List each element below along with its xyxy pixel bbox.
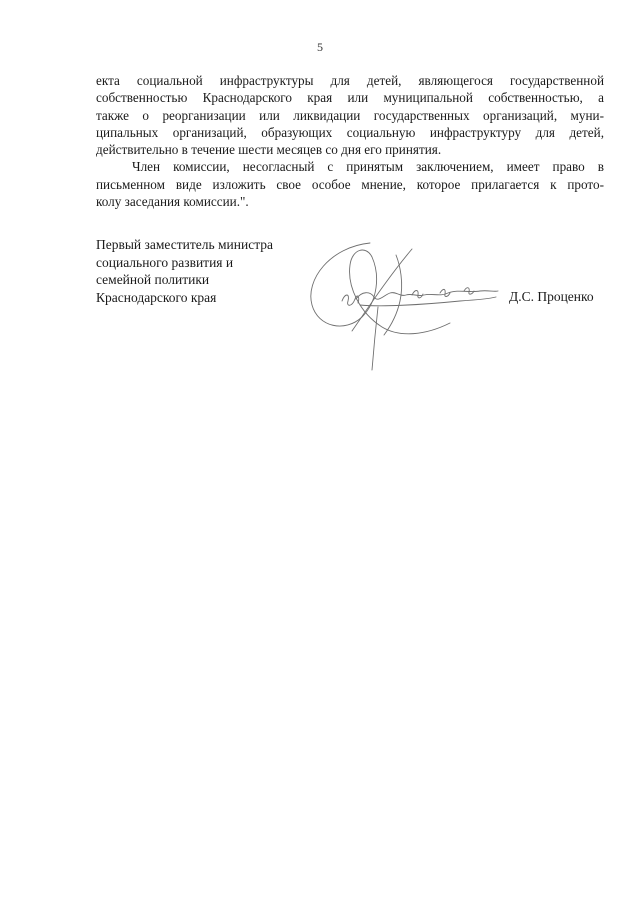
handwritten-signature-icon: [300, 235, 510, 380]
page-number: 5: [317, 40, 323, 54]
signatory-title-line: семейной политики: [96, 272, 210, 287]
paragraph-continuation: [96, 72, 604, 158]
text-line: также о реорганизации или ликвидации государственных организаций, муни-: [96, 107, 604, 123]
text-line: екта социальной инфраструктуры для детей, являющегося государственной: [96, 73, 604, 88]
signatory-title-line: социального развития и: [96, 254, 234, 270]
paragraph-dissent: [96, 158, 604, 210]
signatory-title: [96, 236, 296, 306]
text-line: колу заседания комиссии.".: [96, 194, 249, 210]
text-line: ципальных организаций, образующих социальную инфраструктуру для детей,: [96, 124, 604, 140]
text-line: письменном виде изложить свое особое мнение, которое прилагается к прото-: [96, 176, 604, 192]
signatory-name: Д.С. Проценко: [509, 289, 594, 304]
signatory-title-line: Первый заместитель министра: [96, 237, 274, 252]
signatory-title-line: Краснодарского края: [96, 289, 217, 305]
document-body: [96, 72, 604, 210]
text-line: собственностью Краснодарского края или муниципальной собственностью, а: [96, 90, 604, 106]
text-line: действительно в течение шести месяцев со дня его принятия.: [96, 142, 442, 158]
text-line: Член комиссии, несогласный с принятым заключением, имеет право в: [132, 159, 604, 175]
